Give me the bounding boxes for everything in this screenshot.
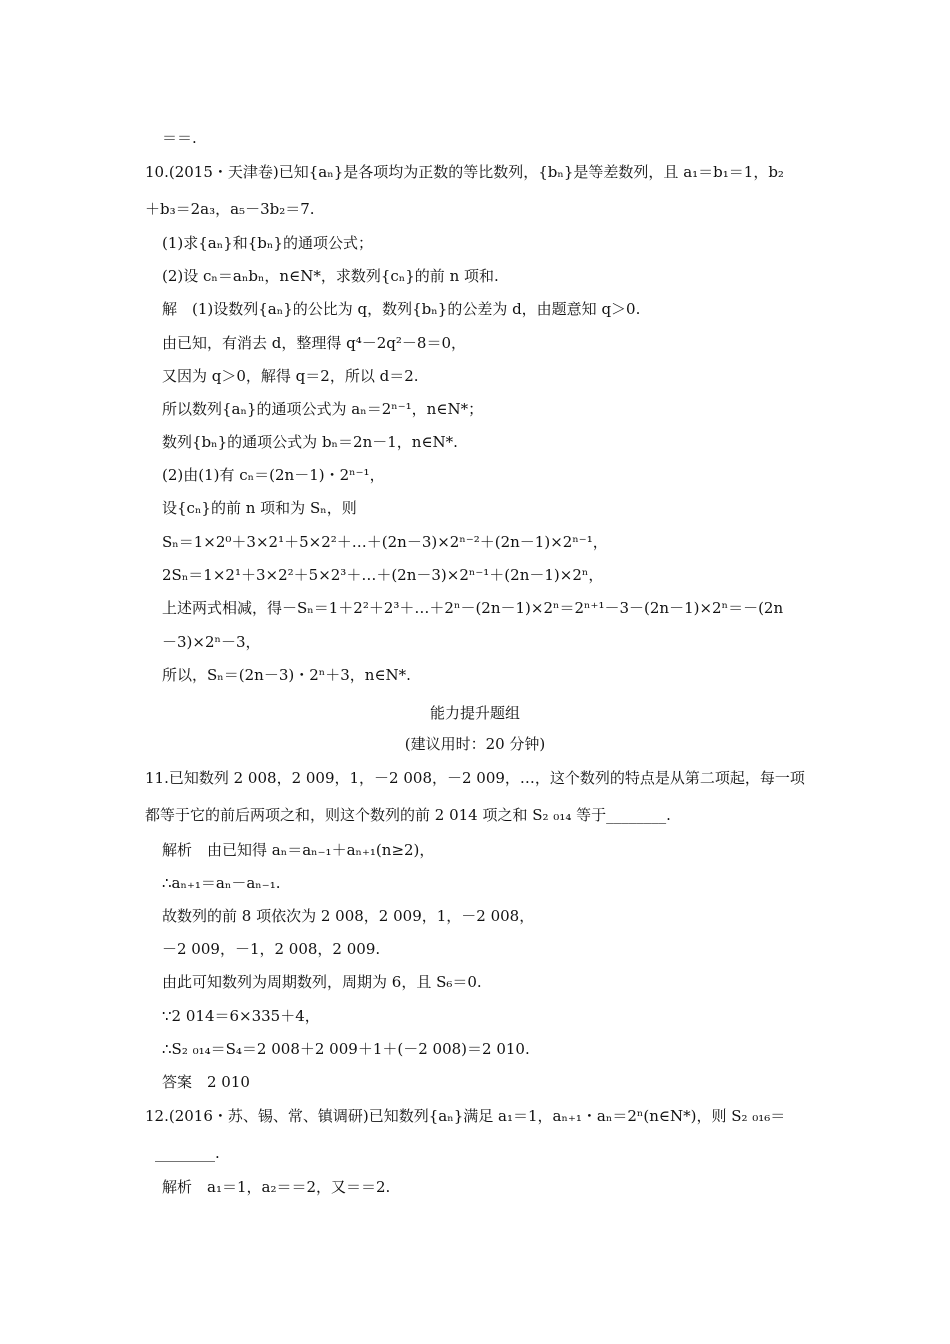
answer-line: 答案 2 010 [162, 1073, 250, 1091]
solution-line: －3)×2ⁿ－3， [162, 633, 261, 651]
problem-11-line-1: 11.已知数列 2 008，2 009，1，－2 008，－2 009，…，这个数列的特点是从第二项起，每一项 [145, 769, 805, 787]
problem-10-part-2: (2)设 cₙ＝aₙbₙ，n∈N*，求数列{cₙ}的前 n 项和. [162, 267, 499, 285]
problem-11-line-2: 都等于它的前后两项之和，则这个数列的前 2 014 项之和 S₂ ₀₁₄ 等于________. [145, 806, 671, 824]
analysis-line: －2 009，－1，2 008，2 009. [162, 940, 381, 958]
analysis-line: ∴aₙ₊₁＝aₙ－aₙ₋₁. [162, 874, 281, 892]
analysis-line: ∵2 014＝6×335＋4， [162, 1007, 320, 1025]
section-heading: 能力提升题组 [429, 704, 520, 722]
problem-12-line-2: ________. [155, 1144, 220, 1162]
text-line: ＝＝. [162, 129, 197, 147]
analysis-line: 由此可知数列为周期数列，周期为 6，且 S₆＝0. [162, 973, 482, 991]
problem-10-line-1: 10.(2015・天津卷)已知{aₙ}是各项均为正数的等比数列，{bₙ}是等差数列，且 a₁＝b₁＝1，b₂ [145, 163, 784, 181]
solution-line: Sₙ＝1×2⁰＋3×2¹＋5×2²＋…＋(2n－3)×2ⁿ⁻²＋(2n－1)×2ⁿ⁻¹， [162, 533, 608, 551]
problem-10-part-1: (1)求{aₙ}和{bₙ}的通项公式； [162, 234, 373, 252]
solution-line: 所以，Sₙ＝(2n－3)・2ⁿ＋3，n∈N*. [162, 666, 411, 684]
solution-line: 由已知，有消去 d，整理得 q⁴－2q²－8＝0， [162, 334, 467, 352]
solution-line: 所以数列{aₙ}的通项公式为 aₙ＝2ⁿ⁻¹，n∈N*； [162, 400, 484, 418]
analysis-line: ∴S₂ ₀₁₄＝S₄＝2 008＋2 009＋1＋(－2 008)＝2 010. [162, 1040, 530, 1058]
solution-line: 解 (1)设数列{aₙ}的公比为 q，数列{bₙ}的公差为 d，由题意知 q＞0. [162, 300, 641, 318]
section-subheading: (建议用时：20 分钟) [404, 735, 546, 753]
solution-line: 设{cₙ}的前 n 项和为 Sₙ，则 [162, 499, 357, 517]
solution-line: 2Sₙ＝1×2¹＋3×2²＋5×2³＋…＋(2n－3)×2ⁿ⁻¹＋(2n－1)×2ⁿ， [162, 566, 604, 584]
solution-line: (2)由(1)有 cₙ＝(2n－1)・2ⁿ⁻¹， [162, 466, 385, 484]
problem-12-line-1: 12.(2016・苏、锡、常、镇调研)已知数列{aₙ}满足 a₁＝1，aₙ₊₁・aₙ＝2ⁿ(n∈N*)，则 S₂ ₀₁₆＝ [145, 1107, 786, 1125]
analysis-line: 解析 由已知得 aₙ＝aₙ₋₁＋aₙ₊₁(n≥2)， [162, 841, 435, 859]
analysis-line: 故数列的前 8 项依次为 2 008，2 009，1，－2 008， [162, 907, 535, 925]
solution-line: 又因为 q＞0，解得 q＝2，所以 d＝2. [162, 367, 419, 385]
analysis-line: 解析 a₁＝1，a₂＝＝2，又＝＝2. [162, 1178, 391, 1196]
solution-line: 数列{bₙ}的通项公式为 bₙ＝2n－1，n∈N*. [162, 433, 458, 451]
solution-line: 上述两式相减，得－Sₙ＝1＋2²＋2³＋…＋2ⁿ－(2n－1)×2ⁿ＝2ⁿ⁺¹－3－(2n－1)×2ⁿ＝－(2n [162, 599, 784, 617]
problem-10-line-2: ＋b₃＝2a₃，a₅－3b₂＝7. [145, 200, 315, 218]
